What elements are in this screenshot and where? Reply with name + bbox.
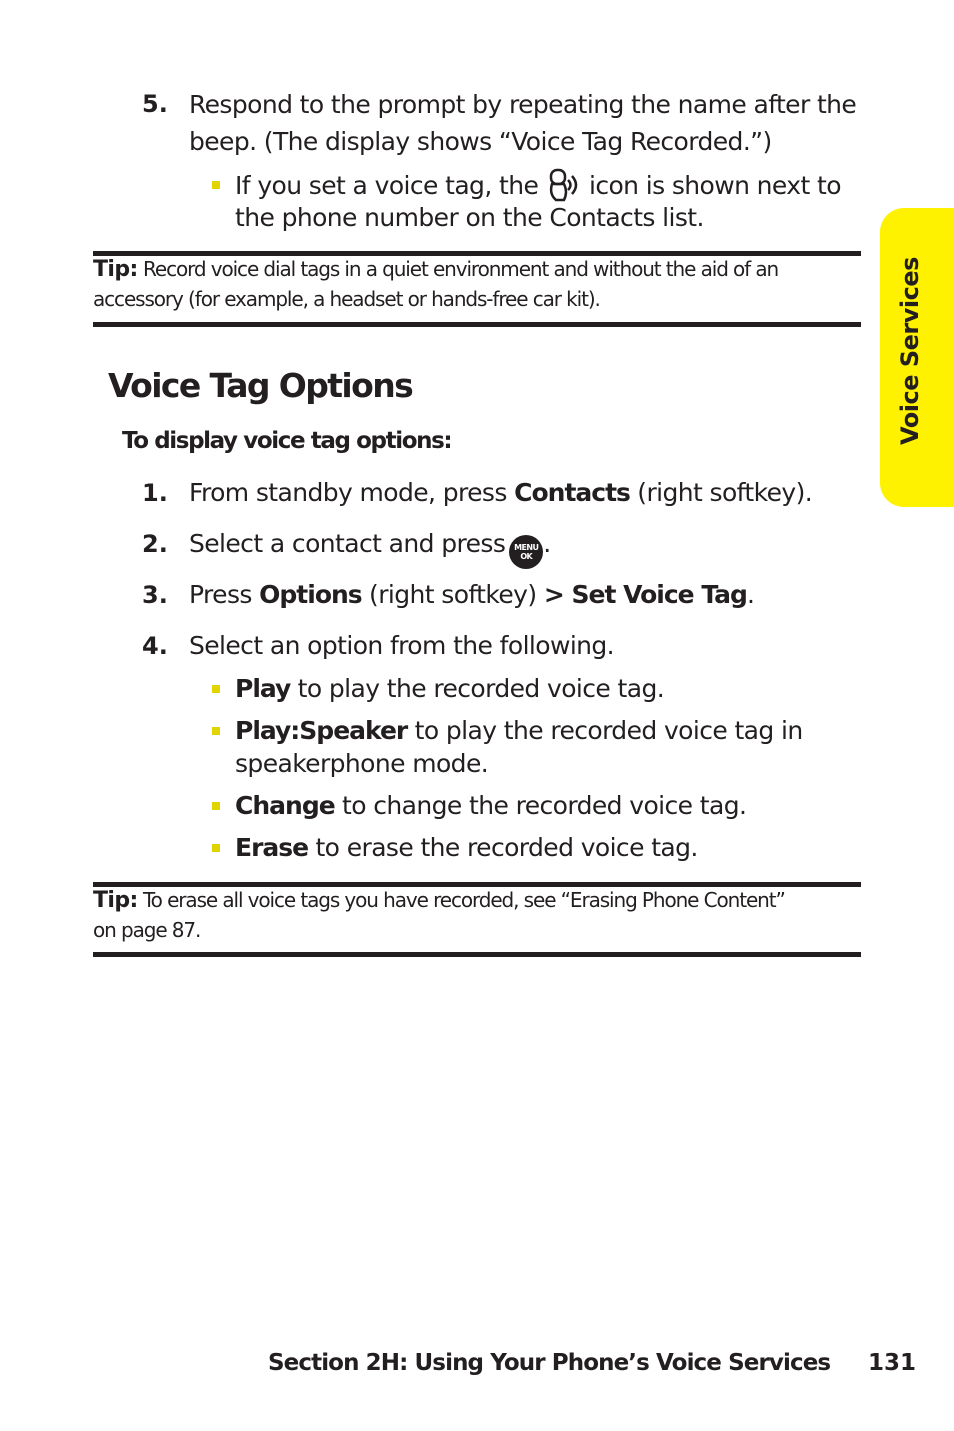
option-term: Change <box>235 791 335 820</box>
option-desc: to play the recorded voice tag in <box>414 716 803 745</box>
menu-ok-key-icon <box>509 535 543 569</box>
contacts-softkey-label: Contacts <box>514 478 630 507</box>
option-item <box>235 672 664 705</box>
options-softkey-label: Options <box>259 580 362 609</box>
step-text-part: From standby mode, press <box>189 478 507 507</box>
page-number: 131 <box>868 1350 917 1376</box>
option-term: Erase <box>235 833 309 862</box>
tip-label: Tip: <box>93 888 138 913</box>
option-term: Play <box>235 674 291 703</box>
bullet-text: the phone number on the Contacts list. <box>235 203 704 232</box>
option-item <box>235 714 803 747</box>
bullet-marker <box>212 844 220 852</box>
step-text <box>189 525 551 569</box>
option-desc: to erase the recorded voice tag. <box>315 833 698 862</box>
bullet-text <box>235 168 841 202</box>
tip-text: on page 87. <box>93 918 201 942</box>
step-text-line: Respond to the prompt by repeating the name after the <box>189 90 857 119</box>
option-term: Play:Speaker <box>235 716 408 745</box>
step-number: 5. <box>142 90 168 118</box>
option-desc: speakerphone mode. <box>235 749 489 778</box>
footer-section-title: Section 2H: Using Your Phone’s Voice Services <box>268 1350 831 1376</box>
tip-label: Tip: <box>93 257 138 282</box>
bullet-text-part: icon is shown next to <box>588 171 841 200</box>
bullet-marker <box>212 181 220 189</box>
step-text-part: Press <box>189 580 252 609</box>
divider <box>93 882 861 887</box>
tip-text <box>93 888 785 913</box>
divider <box>93 322 861 327</box>
ok-key-label: OK <box>520 552 533 561</box>
tip-text <box>93 257 778 282</box>
bullet-marker <box>212 685 220 693</box>
step-text-line: beep. (The display shows “Voice Tag Recorded.”) <box>189 127 772 156</box>
option-desc: to play the recorded voice tag. <box>297 674 665 703</box>
step-text: Select an option from the following. <box>189 631 615 660</box>
bullet-marker <box>212 802 220 810</box>
step-number: 4. <box>142 632 168 660</box>
step-text <box>189 474 812 511</box>
step-number: 3. <box>142 581 168 609</box>
voice-tag-icon <box>546 168 582 202</box>
step-text <box>189 576 754 613</box>
set-voice-tag-label: > Set Voice Tag <box>543 580 747 609</box>
bullet-marker <box>212 727 220 735</box>
procedure-subheading: To display voice tag options: <box>122 428 452 454</box>
step-number: 1. <box>142 479 168 507</box>
tip-body: To erase all voice tags you have recorded, see “Erasing Phone Content” <box>142 888 785 912</box>
option-desc: to change the recorded voice tag. <box>342 791 747 820</box>
step-text-part: Select a contact and press <box>189 529 506 558</box>
section-heading: Voice Tag Options <box>108 366 413 405</box>
step-text-part: (right softkey). <box>637 478 813 507</box>
step-text-part: . <box>746 580 755 609</box>
step-text-part: . <box>543 529 551 558</box>
divider <box>93 251 861 256</box>
option-item <box>235 831 698 864</box>
menu-key-label: MENU <box>514 543 539 552</box>
step-number: 2. <box>142 530 168 558</box>
option-item <box>235 789 746 822</box>
divider <box>93 952 861 957</box>
step-text-part: (right softkey) <box>369 580 537 609</box>
tip-body: Record voice dial tags in a quiet environment and without the aid of an <box>142 257 779 281</box>
bullet-text-part: If you set a voice tag, the <box>235 171 539 200</box>
side-tab-label: Voice Services <box>896 257 924 445</box>
tip-text: accessory (for example, a headset or hands-free car kit). <box>93 287 600 311</box>
